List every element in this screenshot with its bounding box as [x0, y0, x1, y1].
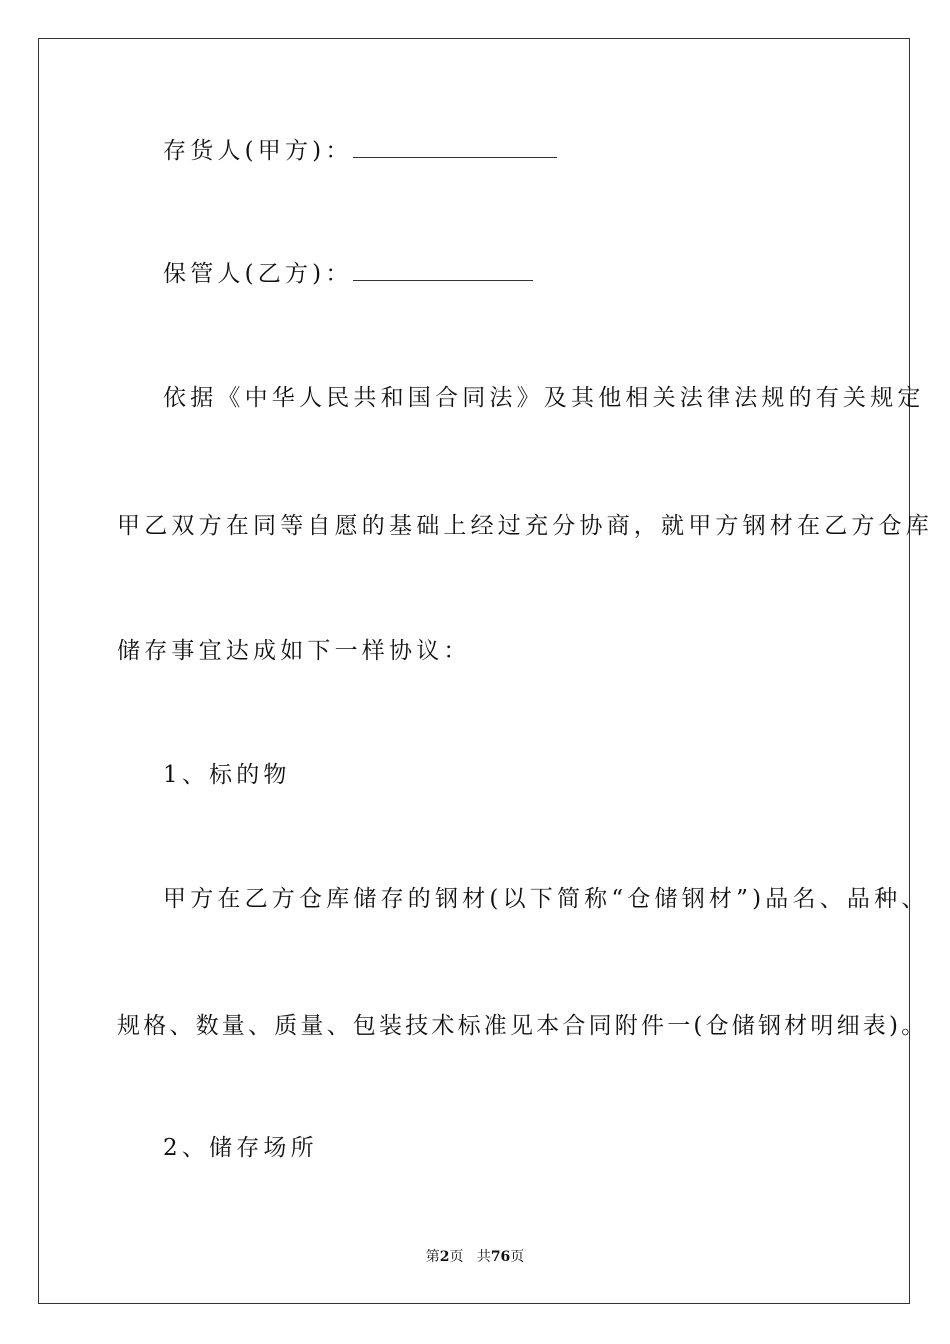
footer-total-suffix: 页	[510, 1249, 525, 1265]
footer-page-suffix: 页	[449, 1249, 464, 1265]
footer-page-number: 2	[439, 1249, 450, 1265]
paragraph-line: 甲乙双方在同等自愿的基础上经过充分协商，就甲方钢材在乙方仓库	[117, 513, 933, 539]
depositor-blank	[353, 137, 557, 158]
custodian-blank	[353, 260, 533, 281]
footer-total-prefix: 共	[476, 1249, 491, 1265]
depositor-line	[163, 136, 557, 166]
custodian-label: 保管人(乙方)：	[163, 261, 353, 287]
footer-prefix: 第	[425, 1249, 440, 1265]
paragraph-line: 规格、数量、质量、包装技术标准见本合同附件一(仓储钢材明细表)。	[117, 1013, 928, 1039]
section-heading: 2、储存场所	[163, 1135, 318, 1161]
custodian-line	[163, 259, 533, 289]
paragraph-line: 依据《中华人民共和国合同法》及其他相关法律法规的有关规定	[163, 385, 925, 411]
depositor-label: 存货人(甲方)：	[163, 138, 353, 164]
paragraph-line: 甲方在乙方仓库储存的钢材(以下简称“仓储钢材”)品名、品种、	[163, 886, 929, 912]
paragraph-line: 储存事宜达成如下一样协议：	[117, 638, 471, 664]
page-frame	[38, 38, 910, 1304]
page-footer	[0, 1248, 950, 1266]
section-heading: 1、标的物	[163, 762, 291, 788]
footer-total-pages: 76	[490, 1249, 511, 1265]
